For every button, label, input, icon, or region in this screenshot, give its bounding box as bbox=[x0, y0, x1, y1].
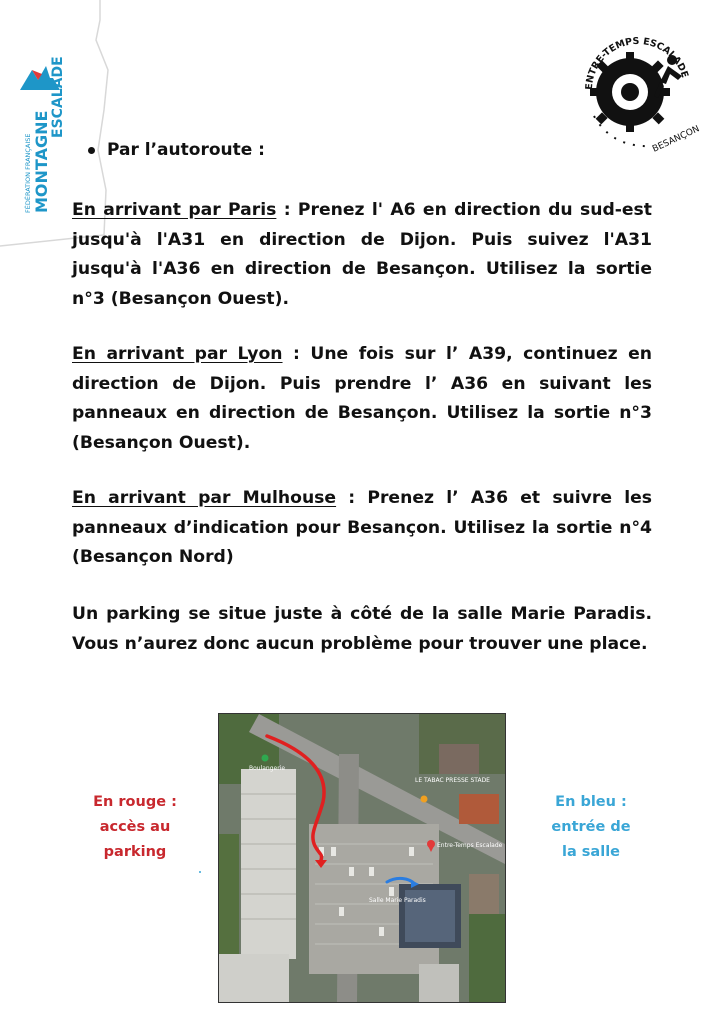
map-poi-boulangerie: Boulangerie bbox=[249, 765, 286, 772]
legend-blue bbox=[536, 790, 646, 865]
club-logo bbox=[572, 20, 704, 160]
section-heading bbox=[88, 140, 265, 160]
map-poi-venue: Entre-Temps Escalade bbox=[437, 842, 503, 849]
ffme-line2: MONTAGNE bbox=[32, 110, 51, 213]
map-poi-salle: Salle Marie Paradis bbox=[369, 897, 426, 904]
club-logo-city: BESANÇON bbox=[651, 124, 702, 155]
boulangerie-pin-icon bbox=[262, 755, 269, 762]
section-heading-text: Par l’autoroute : bbox=[107, 140, 265, 160]
parking-note-text: Un parking se situe juste à côté de la salle Marie Paradis. Vous n’aurez donc aucun problème pour trouver une place. bbox=[72, 604, 652, 654]
club-logo-name: ENTRE-TEMPS ESCALADE bbox=[583, 35, 691, 91]
legend-red-line3: parking bbox=[103, 844, 167, 860]
directions-paris-text: : Prenez l' A6 en direction du sud-est jusqu'à l'A31 en direction de Dijon. Puis suivez l'A31 jusqu'à l'A36 en direction de Besançon. Utilisez la sortie n°3 (Besançon Ouest). bbox=[72, 200, 653, 309]
legend-blue-line1: En bleu : bbox=[555, 794, 627, 810]
aerial-map[interactable] bbox=[218, 713, 506, 1003]
directions-lyon-lead: En arrivant par Lyon bbox=[72, 344, 283, 364]
stray-dot bbox=[199, 871, 201, 873]
legend-blue-line3: la salle bbox=[562, 844, 620, 860]
map-poi-tabac: LE TABAC PRESSE STADE bbox=[415, 777, 490, 784]
directions-paris-lead: En arrivant par Paris bbox=[72, 200, 277, 220]
ffme-logo bbox=[6, 8, 76, 218]
directions-lyon-text: : Une fois sur l’ A39, continuez en direction de Dijon. Puis prendre l’ A36 en suivant les panneaux en direction de Besançon. Utilisez la sortie n°3 (Besançon Ouest). bbox=[72, 344, 652, 453]
poi-pin-icon bbox=[421, 796, 428, 803]
directions-mulhouse bbox=[72, 484, 652, 573]
directions-paris bbox=[72, 196, 652, 314]
legend-red-line2: accès au bbox=[99, 819, 171, 835]
ffme-line1: FÉDÉRATION FRANÇAISE bbox=[24, 133, 32, 213]
directions-mulhouse-text: : Prenez l’ A36 et suivre les panneaux d’indication pour Besançon. Utilisez la sortie n°4 (Besançon Nord) bbox=[72, 488, 653, 567]
directions-lyon bbox=[72, 340, 652, 458]
parking-note bbox=[72, 600, 652, 659]
ffme-line3: ESCALADE bbox=[50, 56, 66, 138]
legend-red bbox=[80, 790, 190, 865]
bullet-icon bbox=[88, 147, 95, 154]
legend-blue-line2: entrée de bbox=[551, 819, 631, 835]
directions-mulhouse-lead: En arrivant par Mulhouse bbox=[72, 488, 337, 508]
legend-red-line1: En rouge : bbox=[93, 794, 177, 810]
